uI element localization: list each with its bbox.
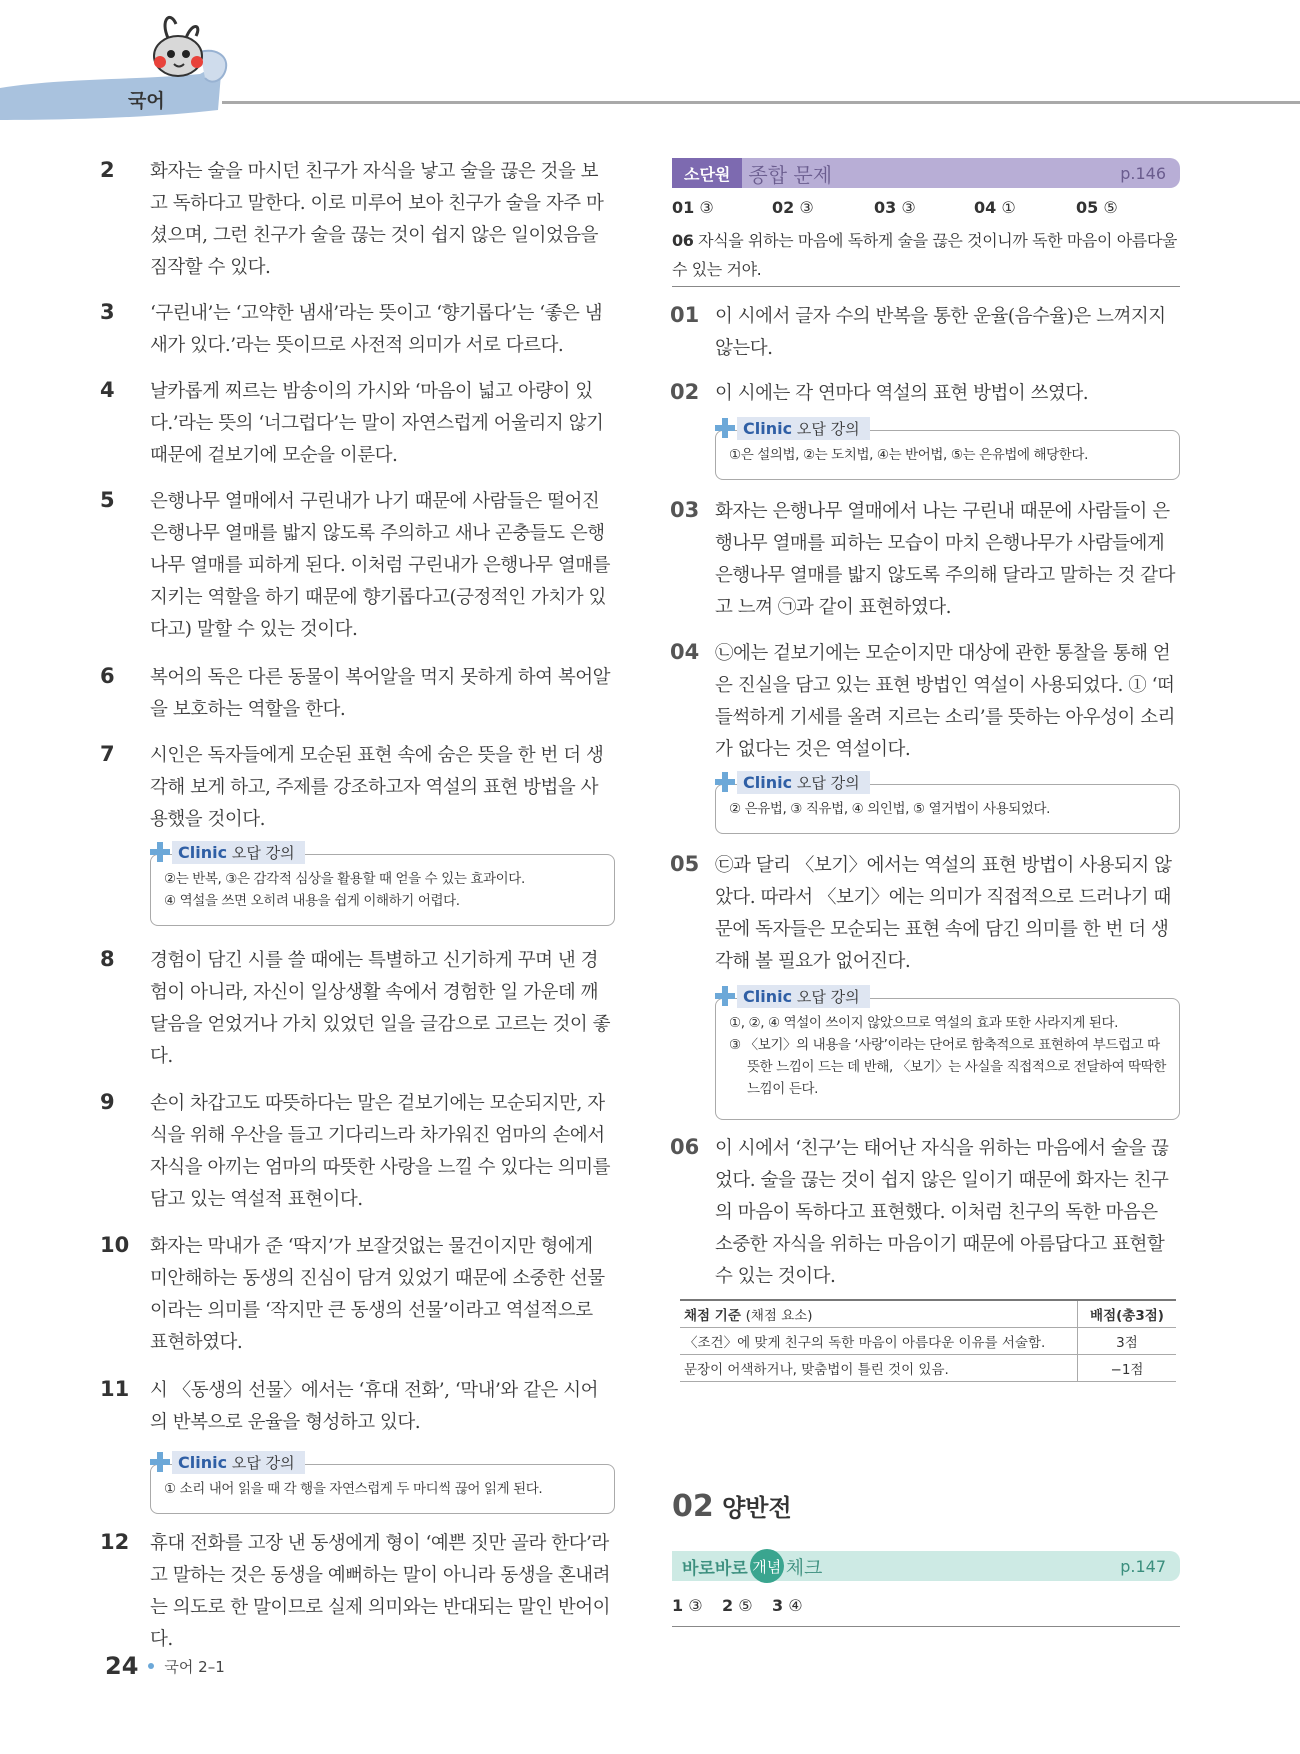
item-text: 화자는 막내가 준 ‘딱지’가 보잘것없는 물건이지만 형에게 미안해하는 동생의 진심이 담겨 있었기 때문에 소중한 선물이라는 의미를 ‘작지만 큰 동생의 선물’이라고 역설적으로 표현하였다. <box>150 1236 605 1353</box>
plus-icon <box>715 418 735 438</box>
item-text: 손이 차갑고도 따뜻하다는 말은 겉보기에는 모순되지만, 자식을 위해 우산을 들고 기다리느라 차가워진 엄마의 손에서 자식을 아끼는 엄마의 따뜻한 사랑을 느낄 수 있다는 의미를 담고 있는 역설적 표현이다. <box>150 1093 610 1210</box>
item-text: 이 시에서 ‘친구’는 태어난 자식을 위하는 마음에서 술을 끊었다. 술을 끊는 것이 쉽지 않은 일이기 때문에 화자는 친구의 마음이 독하다고 표현했다. 이처럼 친구의 독한 마음은 소중한 자식을 위하는 마음이기 때문에 아름답다고 표현할 수 있는 것이다. <box>715 1138 1169 1287</box>
clinic-box <box>150 1452 615 1514</box>
item-text: 시인은 독자들에게 모순된 표현 속에 숨은 뜻을 한 번 더 생각해 보게 하고, 주제를 강조하고자 역설의 표현 방법을 사용했을 것이다. <box>150 745 604 830</box>
item-number: 04 <box>670 640 700 664</box>
clinic-brand: Clinic <box>743 418 793 438</box>
page-number: 24 <box>105 1652 139 1680</box>
item-text: ㉢과 달리 〈보기〉에서는 역설의 표현 방법이 사용되지 않았다. 따라서 〈보기〉에는 의미가 직접적으로 드러나기 때문에 독자들은 모순되는 표현 속에 담긴 의미를 한 번 더 생각해 볼 필요가 없어진다. <box>715 855 1172 972</box>
answer-text: 자식을 위하는 마음에 독하게 술을 끊은 것이니까 독한 마음이 아름다울 수 있는 거야. <box>672 231 1177 279</box>
clinic-text <box>729 444 1170 466</box>
answer-key: 05 <box>1076 198 1099 217</box>
item-number: 8 <box>100 947 115 971</box>
clinic-line: ①은 설의법, ②는 도치법, ④는 반어법, ⑤는 은유법에 해당한다. <box>729 447 1088 463</box>
clinic-brand: Clinic <box>743 772 793 792</box>
concept-circle: 개념 <box>750 1549 784 1583</box>
concept-page-ref: p.147 <box>1120 1556 1166 1576</box>
plus-icon <box>150 1452 170 1472</box>
header-rule <box>222 101 1300 104</box>
clinic-label: 오답 강의 <box>796 773 860 792</box>
item-number: 02 <box>670 380 700 404</box>
plus-icon <box>150 842 170 862</box>
item-text: 화자는 술을 마시던 친구가 자식을 낳고 술을 끊은 것을 보고 독하다고 말한다. 이로 미루어 보아 친구가 술을 자주 마셨으며, 그런 친구가 술을 끊는 것이 쉽지 않은 일이었음을 짐작할 수 있다. <box>150 161 604 278</box>
item-text: 복어의 독은 다른 동물이 복어알을 먹지 못하게 하여 복어알을 보호하는 역할을 한다. <box>150 667 610 720</box>
concept-check-bar <box>672 1551 1180 1581</box>
clinic-brand: Clinic <box>178 842 228 862</box>
clinic-box <box>715 418 1180 480</box>
clinic-tag <box>715 772 870 792</box>
clinic-line: ③ 〈보기〉의 내용을 ‘사랑’이라는 단어로 함축적으로 표현하여 부드럽고 따뜻한 느낌이 드는 데 반해, 〈보기〉는 사실을 직접적으로 전달하여 딱딱한 느낌이 든다. <box>729 1037 1167 1097</box>
header-banner <box>0 0 1300 130</box>
table-header-criteria <box>680 1300 1078 1328</box>
clinic-tag <box>150 842 305 862</box>
answer-key: 1 <box>672 1596 684 1615</box>
clinic-box <box>150 842 615 926</box>
table-cell: 3점 <box>1078 1328 1177 1355</box>
item-number: 01 <box>670 303 700 327</box>
item-number: 03 <box>670 498 700 522</box>
table-cell: 문장이 어색하거나, 맞춤법이 틀린 것이 있음. <box>680 1355 1078 1382</box>
unit-title: 종합 문제 <box>748 162 833 187</box>
item-text: ㉡에는 겉보기에는 모순이지만 대상에 관한 통찰을 통해 얻은 진실을 담고 있는 표현 방법인 역설이 사용되었다. ① ‘떠들썩하게 기세를 올려 지르는 소리’를 뜻하는 아우성이 소리가 없다는 것은 역설이다. <box>715 643 1175 760</box>
item-text: 이 시에서 글자 수의 반복을 통한 운율(음수율)은 느껴지지 않는다. <box>715 306 1166 359</box>
item-text: 화자는 은행나무 열매에서 나는 구린내 때문에 사람들이 은행나무 열매를 피하는 모습이 마치 은행나무가 사람들에게 은행나무 열매를 밟지 않도록 주의해 달라고 말하는 것 같다고 느껴 ㉠과 같이 표현하였다. <box>715 501 1175 618</box>
answer-key: 06 <box>672 231 694 250</box>
table-cell: −1점 <box>1078 1355 1177 1382</box>
item-text: ‘구린내’는 ‘고약한 냄새’라는 뜻이고 ‘향기롭다’는 ‘좋은 냄새가 있다.’라는 뜻이므로 사전적 의미가 서로 다르다. <box>150 303 603 356</box>
plus-icon <box>715 772 735 792</box>
answer-key: 2 <box>722 1596 734 1615</box>
divider <box>672 286 1180 287</box>
clinic-tag <box>150 1452 305 1472</box>
section-name: 양반전 <box>722 1494 792 1522</box>
clinic-tag <box>715 418 870 438</box>
concept-title: 체크 <box>785 1556 823 1579</box>
item-number: 12 <box>100 1530 130 1554</box>
item-number: 11 <box>100 1377 130 1401</box>
table-header-score: 배점(총3점) <box>1078 1300 1177 1328</box>
clinic-brand: Clinic <box>743 986 793 1006</box>
clinic-label: 오답 강의 <box>231 843 295 862</box>
item-number: 2 <box>100 158 115 182</box>
answer-key: 03 <box>874 198 897 217</box>
item-text: 경험이 담긴 시를 쓸 때에는 특별하고 신기하게 꾸며 낸 경험이 아니라, 자신이 일상생활 속에서 경험한 일 가운데 깨달음을 얻었거나 가치 있었던 일을 글감으로 고르는 것이 좋다. <box>150 950 610 1067</box>
answer-value: ⑤ <box>1103 198 1118 217</box>
clinic-line: ④ 역설을 쓰면 오히려 내용을 쉽게 이해하기 어렵다. <box>164 893 460 909</box>
item-number: 05 <box>670 852 700 876</box>
unit-label: 소단원 <box>672 158 742 188</box>
answer-value: ① <box>1001 198 1016 217</box>
item-text: 은행나무 열매에서 구린내가 나기 때문에 사람들은 떨어진 은행나무 열매를 밟지 않도록 주의하고 새나 곤충들도 은행나무 열매를 피하게 된다. 이처럼 구린내가 은행나무 열매를 지키는 역할을 하기 때문에 향기롭다고(긍정적인 가치가 있다고) 말할 수 있는 것이다. <box>150 491 610 640</box>
answer-value: ③ <box>901 198 916 217</box>
item-number: 9 <box>100 1090 115 1114</box>
divider <box>672 1626 1180 1627</box>
unit-page-ref: p.146 <box>1120 163 1166 183</box>
item-text: 날카롭게 찌르는 밤송이의 가시와 ‘마음이 넓고 아량이 있다.’라는 뜻의 ‘너그럽다’는 말이 자연스럽게 어울리지 않기 때문에 겉보기에 모순을 이룬다. <box>150 381 604 466</box>
clinic-line: ② 은유법, ③ 직유법, ④ 의인법, ⑤ 열거법이 사용되었다. <box>729 801 1051 817</box>
item-text: 시 〈동생의 선물〉에서는 ‘휴대 전화’, ‘막내’와 같은 시어의 반복으로 운율을 형성하고 있다. <box>150 1380 598 1433</box>
item-number: 3 <box>100 300 115 324</box>
answer-value: ③ <box>688 1596 703 1615</box>
page-footer <box>105 1652 225 1680</box>
clinic-line: ① 소리 내어 읽을 때 각 행을 자연스럽게 두 마디씩 끊어 읽게 된다. <box>164 1481 543 1497</box>
header-criteria: 채점 기준 <box>684 1308 741 1324</box>
clinic-brand: Clinic <box>178 1452 228 1472</box>
clinic-box <box>715 772 1180 834</box>
clinic-label: 오답 강의 <box>231 1453 295 1472</box>
answer-value: ③ <box>799 198 814 217</box>
answer-key: 04 <box>974 198 997 217</box>
clinic-text <box>164 868 605 912</box>
section-title <box>672 1488 792 1524</box>
item-number: 6 <box>100 664 115 688</box>
clinic-label: 오답 강의 <box>796 419 860 438</box>
answer-value: ⑤ <box>738 1596 753 1615</box>
mascot-icon <box>154 17 203 76</box>
clinic-line: ②는 반복, ③은 감각적 심상을 활용할 때 얻을 수 있는 효과이다. <box>164 871 525 887</box>
unit-review-bar <box>672 158 1180 188</box>
clinic-tag <box>715 986 870 1006</box>
clinic-text <box>164 1478 605 1500</box>
scoring-table <box>680 1299 1176 1382</box>
item-number: 4 <box>100 378 115 402</box>
item-number: 06 <box>670 1135 700 1159</box>
bullet-icon <box>148 1663 154 1669</box>
table-cell: 〈조건〉에 맞게 친구의 독한 마음이 아름다운 이유를 서술함. <box>680 1328 1078 1355</box>
clinic-text <box>729 798 1170 820</box>
item-text: 이 시에는 각 연마다 역설의 표현 방법이 쓰였다. <box>715 383 1089 404</box>
clinic-line: ①, ②, ④ 역설이 쓰이지 않았으므로 역설의 효과 또한 사라지게 된다. <box>729 1015 1119 1031</box>
clinic-box <box>715 986 1180 1120</box>
table-row <box>680 1328 1176 1355</box>
table-header-row <box>680 1300 1176 1328</box>
answer-value: ④ <box>788 1596 803 1615</box>
answer-value: ③ <box>699 198 714 217</box>
clinic-text <box>729 1012 1170 1100</box>
answer-key: 02 <box>772 198 795 217</box>
book-title: 국어 2–1 <box>164 1657 225 1676</box>
item-number: 5 <box>100 488 115 512</box>
item-number: 10 <box>100 1233 130 1257</box>
subject-label: 국어 <box>128 90 165 112</box>
header-criteria-sub: (채점 요소) <box>745 1308 813 1324</box>
clinic-label: 오답 강의 <box>796 987 860 1006</box>
answer-key: 3 <box>772 1596 784 1615</box>
plus-icon <box>715 986 735 1006</box>
unit-answer-6 <box>672 226 1180 284</box>
item-number: 7 <box>100 742 115 766</box>
section-number: 02 <box>672 1489 714 1524</box>
concept-label: 바로바로 <box>682 1558 748 1579</box>
table-row <box>680 1355 1176 1382</box>
answer-key: 01 <box>672 198 695 217</box>
item-text: 휴대 전화를 고장 낸 동생에게 형이 ‘예쁜 짓만 골라 한다’라고 말하는 것은 동생을 예뻐하는 말이 아니라 동생을 혼내려는 의도로 한 말이므로 실제 의미와는 반대되는 말인 반어이다. <box>150 1533 610 1650</box>
